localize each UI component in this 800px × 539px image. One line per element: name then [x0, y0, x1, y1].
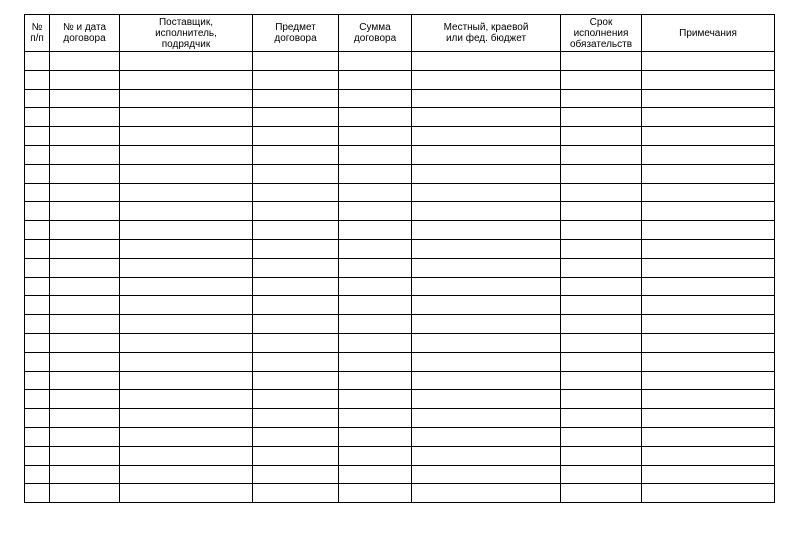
table-cell: [339, 239, 412, 258]
table-cell: [412, 70, 561, 89]
table-cell: [120, 333, 253, 352]
column-header-budget: Местный, краевой или фед. бюджет: [412, 15, 561, 52]
table-cell: [412, 277, 561, 296]
table-cell: [120, 258, 253, 277]
table-cell: [642, 446, 775, 465]
table-cell: [25, 108, 50, 127]
table-row: [25, 239, 775, 258]
table-cell: [25, 315, 50, 334]
table-cell: [561, 465, 642, 484]
table-cell: [642, 484, 775, 503]
table-cell: [412, 446, 561, 465]
table-cell: [642, 202, 775, 221]
table-cell: [561, 371, 642, 390]
table-cell: [25, 183, 50, 202]
table-cell: [412, 296, 561, 315]
table-cell: [120, 108, 253, 127]
table-cell: [25, 333, 50, 352]
table-cell: [561, 127, 642, 146]
table-cell: [50, 333, 120, 352]
table-row: [25, 352, 775, 371]
table-cell: [253, 183, 339, 202]
contracts-register-table: [24, 14, 775, 503]
table-cell: [120, 352, 253, 371]
table-cell: [339, 484, 412, 503]
table-cell: [642, 390, 775, 409]
table-cell: [25, 371, 50, 390]
table-cell: [253, 390, 339, 409]
table-cell: [25, 145, 50, 164]
table-cell: [253, 446, 339, 465]
table-cell: [339, 89, 412, 108]
table-cell: [253, 352, 339, 371]
table-row: [25, 465, 775, 484]
table-cell: [25, 446, 50, 465]
table-cell: [25, 352, 50, 371]
table-cell: [412, 465, 561, 484]
table-cell: [561, 70, 642, 89]
table-cell: [253, 127, 339, 146]
table-cell: [642, 333, 775, 352]
table-row: [25, 277, 775, 296]
table-cell: [120, 221, 253, 240]
table-cell: [339, 371, 412, 390]
table-row: [25, 258, 775, 277]
table-cell: [253, 333, 339, 352]
table-row: [25, 52, 775, 71]
table-cell: [642, 89, 775, 108]
table-cell: [561, 89, 642, 108]
table-cell: [253, 70, 339, 89]
table-cell: [50, 484, 120, 503]
table-cell: [339, 221, 412, 240]
table-cell: [120, 70, 253, 89]
table-body: [25, 52, 775, 503]
table-cell: [412, 89, 561, 108]
table-cell: [339, 164, 412, 183]
table-cell: [253, 258, 339, 277]
table-cell: [253, 371, 339, 390]
table-cell: [412, 315, 561, 334]
table-row: [25, 164, 775, 183]
table-cell: [120, 409, 253, 428]
table-cell: [120, 427, 253, 446]
table-cell: [50, 296, 120, 315]
table-cell: [253, 108, 339, 127]
table-row: [25, 89, 775, 108]
table-cell: [642, 277, 775, 296]
table-cell: [25, 89, 50, 108]
table-cell: [339, 183, 412, 202]
table-cell: [25, 427, 50, 446]
table-cell: [25, 277, 50, 296]
table-cell: [412, 427, 561, 446]
table-row: [25, 70, 775, 89]
table-cell: [253, 484, 339, 503]
table-cell: [561, 108, 642, 127]
table-cell: [120, 296, 253, 315]
table-row: [25, 371, 775, 390]
table-cell: [120, 183, 253, 202]
table-cell: [50, 390, 120, 409]
column-header-deadline: Срок исполнения обязательств: [561, 15, 642, 52]
table-cell: [120, 239, 253, 258]
table-cell: [561, 390, 642, 409]
table-cell: [50, 352, 120, 371]
table-cell: [25, 164, 50, 183]
table-cell: [339, 70, 412, 89]
table-cell: [339, 409, 412, 428]
table-cell: [412, 258, 561, 277]
table-row: [25, 127, 775, 146]
table-cell: [642, 127, 775, 146]
table-cell: [339, 127, 412, 146]
table-cell: [120, 371, 253, 390]
column-header-amount: Сумма договора: [339, 15, 412, 52]
table-cell: [50, 371, 120, 390]
table-cell: [50, 277, 120, 296]
table-cell: [412, 127, 561, 146]
table-cell: [25, 409, 50, 428]
table-cell: [339, 145, 412, 164]
table-cell: [120, 390, 253, 409]
table-cell: [561, 484, 642, 503]
table-cell: [561, 202, 642, 221]
table-cell: [412, 390, 561, 409]
table-cell: [253, 277, 339, 296]
table-cell: [339, 52, 412, 71]
table-cell: [120, 52, 253, 71]
table-cell: [50, 164, 120, 183]
table-cell: [120, 484, 253, 503]
table-cell: [642, 409, 775, 428]
table-cell: [561, 239, 642, 258]
table-cell: [412, 484, 561, 503]
table-cell: [642, 296, 775, 315]
table-cell: [561, 446, 642, 465]
table-cell: [642, 371, 775, 390]
table-cell: [50, 70, 120, 89]
table-cell: [253, 315, 339, 334]
table-cell: [339, 258, 412, 277]
table-cell: [339, 277, 412, 296]
table-cell: [642, 258, 775, 277]
table-cell: [412, 352, 561, 371]
table-cell: [120, 315, 253, 334]
table-cell: [412, 145, 561, 164]
table-cell: [561, 427, 642, 446]
table-cell: [120, 164, 253, 183]
table-cell: [642, 52, 775, 71]
table-cell: [253, 89, 339, 108]
table-row: [25, 145, 775, 164]
table-cell: [642, 427, 775, 446]
table-row: [25, 315, 775, 334]
table-cell: [25, 52, 50, 71]
table-cell: [412, 409, 561, 428]
column-header-number: № п/п: [25, 15, 50, 52]
table-cell: [642, 108, 775, 127]
table-cell: [339, 296, 412, 315]
table-cell: [25, 390, 50, 409]
table-cell: [412, 108, 561, 127]
table-cell: [561, 164, 642, 183]
table-cell: [339, 390, 412, 409]
table-cell: [50, 89, 120, 108]
table-cell: [50, 145, 120, 164]
table-cell: [120, 277, 253, 296]
column-header-supplier: Поставщик, исполнитель, подрядчик: [120, 15, 253, 52]
table-row: [25, 333, 775, 352]
table-row: [25, 427, 775, 446]
table-row: [25, 390, 775, 409]
table-cell: [339, 202, 412, 221]
table-cell: [412, 333, 561, 352]
table-cell: [25, 239, 50, 258]
table-cell: [339, 108, 412, 127]
table-cell: [339, 315, 412, 334]
table-cell: [50, 465, 120, 484]
table-cell: [412, 221, 561, 240]
table-cell: [561, 296, 642, 315]
header-row: [25, 15, 775, 52]
table-row: [25, 296, 775, 315]
table-cell: [25, 221, 50, 240]
table-row: [25, 202, 775, 221]
table-cell: [25, 127, 50, 146]
table-cell: [120, 145, 253, 164]
column-header-subject: Предмет договора: [253, 15, 339, 52]
table-cell: [642, 352, 775, 371]
table-cell: [50, 409, 120, 428]
table-cell: [50, 127, 120, 146]
table-cell: [253, 409, 339, 428]
table-cell: [642, 221, 775, 240]
table-row: [25, 409, 775, 428]
table-cell: [561, 277, 642, 296]
table-cell: [561, 333, 642, 352]
table-cell: [253, 52, 339, 71]
table-cell: [561, 315, 642, 334]
table-cell: [253, 221, 339, 240]
column-header-contract-number-date: № и дата договора: [50, 15, 120, 52]
table-cell: [339, 333, 412, 352]
table-cell: [339, 446, 412, 465]
table-cell: [25, 296, 50, 315]
table-cell: [561, 352, 642, 371]
table-cell: [120, 89, 253, 108]
table-cell: [339, 352, 412, 371]
table-cell: [120, 127, 253, 146]
table-cell: [25, 70, 50, 89]
table-cell: [561, 183, 642, 202]
table-cell: [339, 465, 412, 484]
table-cell: [50, 202, 120, 221]
table-cell: [50, 446, 120, 465]
table-cell: [412, 52, 561, 71]
table-cell: [120, 465, 253, 484]
table-cell: [253, 164, 339, 183]
table-cell: [50, 183, 120, 202]
table-cell: [25, 484, 50, 503]
table-cell: [50, 52, 120, 71]
table-cell: [561, 145, 642, 164]
table-row: [25, 108, 775, 127]
table-cell: [412, 164, 561, 183]
table-cell: [561, 221, 642, 240]
table-cell: [50, 427, 120, 446]
table-row: [25, 221, 775, 240]
table-cell: [642, 315, 775, 334]
table-cell: [50, 239, 120, 258]
table-cell: [50, 221, 120, 240]
table-row: [25, 183, 775, 202]
table-cell: [642, 145, 775, 164]
table-cell: [25, 202, 50, 221]
table-cell: [253, 296, 339, 315]
table-cell: [412, 371, 561, 390]
table-cell: [50, 108, 120, 127]
table-cell: [253, 202, 339, 221]
table-row: [25, 446, 775, 465]
table-cell: [642, 239, 775, 258]
table-cell: [120, 446, 253, 465]
table-cell: [253, 465, 339, 484]
table-cell: [253, 145, 339, 164]
table-cell: [120, 202, 253, 221]
table-cell: [561, 52, 642, 71]
table-cell: [561, 258, 642, 277]
table-cell: [642, 164, 775, 183]
table-cell: [561, 409, 642, 428]
table-cell: [412, 202, 561, 221]
table-row: [25, 484, 775, 503]
table-cell: [642, 465, 775, 484]
table-cell: [642, 70, 775, 89]
table-cell: [339, 427, 412, 446]
table-cell: [253, 239, 339, 258]
table-cell: [642, 183, 775, 202]
table-cell: [253, 427, 339, 446]
column-header-notes: Примечания: [642, 15, 775, 52]
table-cell: [25, 258, 50, 277]
table-cell: [50, 315, 120, 334]
table-cell: [412, 239, 561, 258]
table-cell: [50, 258, 120, 277]
table-cell: [412, 183, 561, 202]
table-cell: [25, 465, 50, 484]
